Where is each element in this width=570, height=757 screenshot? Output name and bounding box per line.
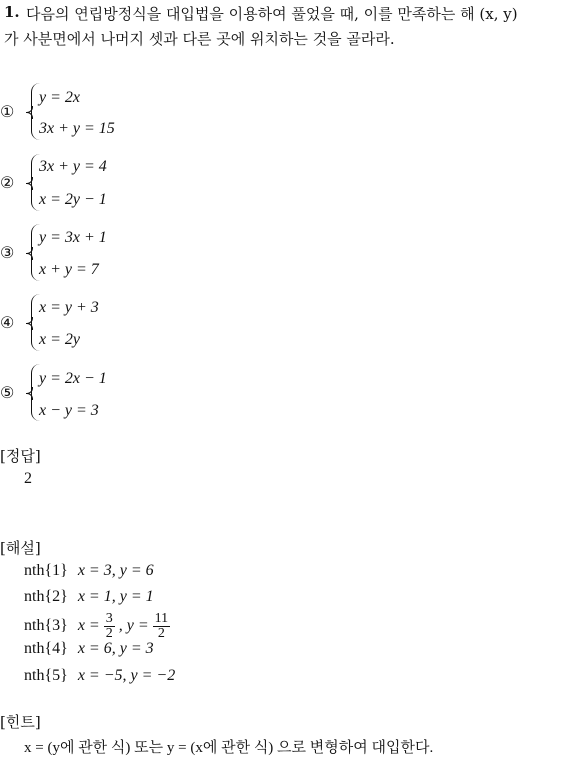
fraction-numerator: 3 [105, 610, 113, 626]
option-marker: ① [0, 102, 15, 121]
solution-tag: nth{3} [24, 617, 68, 634]
hint-text: x = (y에 관한 식) 또는 y = (x에 관한 식) 으로 변형하여 대입한다. [24, 740, 434, 756]
solution-text: x = −5, y = −2 [77, 667, 176, 684]
equation-2: x = 2y [39, 331, 80, 348]
equation-1: x = y + 3 [39, 299, 99, 316]
solution-label: [해설] [0, 539, 41, 557]
solution-tag: nth{2} [24, 588, 68, 605]
question-line-2: 가 사분면에서 나머지 셋과 다른 곳에 위치하는 것을 골라라. [4, 30, 395, 48]
solution-tag: nth{4} [24, 640, 68, 657]
equation-1: y = 3x + 1 [39, 229, 107, 246]
option-marker: ④ [0, 313, 15, 332]
fraction-numerator: 11 [154, 610, 169, 626]
solution-item-2 [24, 588, 154, 606]
fraction-denominator: 2 [105, 625, 113, 641]
solution-tag: nth{1} [24, 562, 68, 579]
question-line-1: 다음의 연립방정식을 대입법을 이용하여 풀었을 때, 이를 만족하는 해 (x, y) [26, 5, 518, 23]
equation-1: 3x + y = 4 [39, 158, 107, 175]
solution-item-5 [24, 667, 175, 685]
answer-label: [정답] [0, 447, 41, 465]
option-marker: ③ [0, 243, 15, 262]
equation-2: x − y = 3 [39, 402, 99, 419]
solution-item-1 [24, 562, 154, 580]
solution-text: x = 6, y = 3 [77, 640, 154, 657]
solution-text: x = 1, y = 1 [77, 588, 154, 605]
answer-value: 2 [24, 470, 32, 487]
question-number: 1. [4, 3, 20, 21]
solution-x-lhs: x = [77, 617, 100, 634]
solution-item-4 [24, 640, 154, 658]
solution-tag: nth{5} [24, 667, 68, 684]
fraction-x [104, 612, 115, 641]
solution-text: x = 3, y = 6 [77, 562, 154, 579]
option-marker: ⑤ [0, 383, 15, 402]
equation-2: x = 2y − 1 [39, 191, 107, 208]
fraction-denominator: 2 [157, 625, 165, 641]
option-marker: ② [0, 173, 15, 192]
hint-label: [힌트] [0, 713, 41, 731]
equation-2: 3x + y = 15 [39, 120, 115, 137]
equation-1: y = 2x [39, 89, 80, 106]
fraction-y [153, 612, 170, 641]
equation-1: y = 2x − 1 [39, 370, 107, 387]
solution-y-lhs: , y = [118, 617, 149, 634]
equation-2: x + y = 7 [39, 261, 99, 278]
